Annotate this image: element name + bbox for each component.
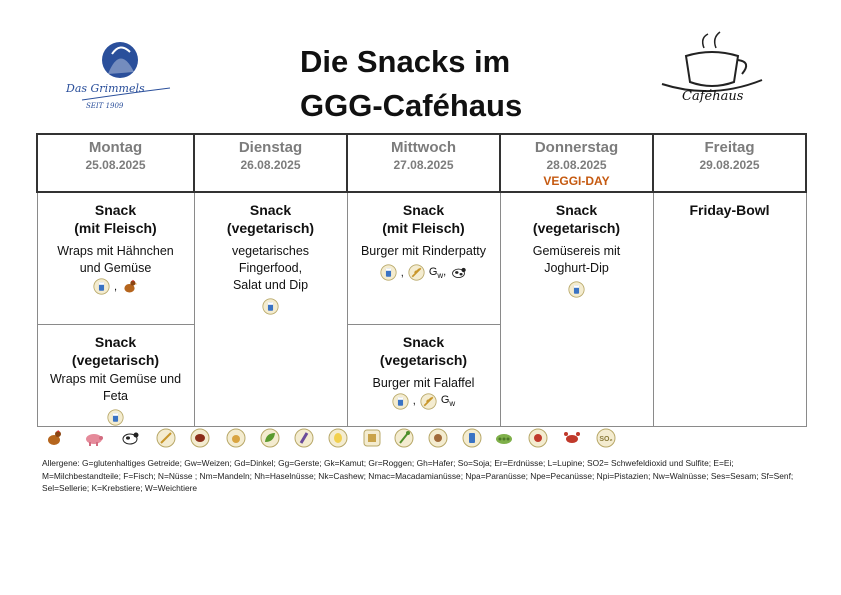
bean-icon xyxy=(494,428,514,448)
wheat-icon xyxy=(156,428,176,448)
day-header-row xyxy=(37,134,806,192)
chicken-icon xyxy=(44,428,64,448)
pig-icon xyxy=(84,428,104,448)
day-header-monday: Montag 25.08.2025 xyxy=(37,134,194,192)
milk-icon xyxy=(568,281,585,298)
logo-left-small: Das Grimmels xyxy=(66,82,145,95)
milk-icon xyxy=(262,298,279,315)
milk-icon xyxy=(392,393,409,410)
day-header-wednesday: Mittwoch 27.08.2025 xyxy=(347,134,500,192)
meal-friday: Friday-Bowl xyxy=(653,192,806,426)
milk-icon xyxy=(462,428,482,448)
fish-icon xyxy=(362,428,382,448)
veggi-day-badge: VEGGI-DAY xyxy=(543,174,610,188)
meal-monday-meat: Snack (mit Fleisch) Wraps mit Hähnchen und Gemüse , xyxy=(37,192,194,324)
chicken-icon xyxy=(121,278,138,295)
day-header-friday: Freitag 29.08.2025 xyxy=(653,134,806,192)
meal-wednesday-veg: Snack (vegetarisch) Burger mit Falaffel , $G_w$ xyxy=(347,324,500,426)
meat-icon xyxy=(190,428,210,448)
title-line-1: Die Snacks im xyxy=(300,44,511,79)
milk-icon xyxy=(380,264,397,281)
cow-icon xyxy=(450,264,467,281)
cow-icon xyxy=(120,428,140,448)
svg-text:SO₂: SO₂ xyxy=(599,436,613,443)
grimmels-logo xyxy=(62,34,174,116)
sausage-icon xyxy=(528,428,548,448)
meal-wednesday-meat: Snack (mit Fleisch) Burger mit Rinderpatty , $G_w$, xyxy=(347,192,500,324)
page-title xyxy=(300,40,522,128)
so2-icon xyxy=(596,428,616,448)
cafehaus-logo xyxy=(656,30,768,104)
meal-tuesday: Snack (vegetarisch) vegetarisches Fingerfood, Salat und Dip xyxy=(194,192,347,426)
onion-icon xyxy=(226,428,246,448)
weekly-menu-table xyxy=(36,133,805,427)
leaf-icon xyxy=(260,428,280,448)
day-header-tuesday: Dienstag 26.08.2025 xyxy=(194,134,347,192)
milk-icon xyxy=(93,278,110,295)
celery-icon xyxy=(394,428,414,448)
wheat-icon xyxy=(408,264,425,281)
svg-text:SEIT 1909: SEIT 1909 xyxy=(86,102,124,110)
title-line-2: GGG-Caféhaus xyxy=(300,88,523,123)
logo-right-text: Caféhaus xyxy=(682,89,744,104)
day-header-thursday: Donnerstag 28.08.2025 VEGGI-DAY xyxy=(500,134,653,192)
legend-icon-strip xyxy=(42,428,622,450)
pepper-icon xyxy=(294,428,314,448)
egg-icon xyxy=(328,428,348,448)
meal-thursday: Snack (vegetarisch) Gemüsereis mit Joghurt-Dip xyxy=(500,192,653,426)
crab-icon xyxy=(562,428,582,448)
meal-monday-veg: Snack (vegetarisch) Wraps mit Gemüse und Feta xyxy=(37,324,194,426)
milk-icon xyxy=(107,409,124,426)
wheat-icon xyxy=(420,393,437,410)
nut-icon xyxy=(428,428,448,448)
allergen-legend: Allergene: G=glutenhaltiges Getreide; Gw=Weizen; Gd=Dinkel; Gg=Gerste; Gk=Kamut; Gr=Roggen; Gh=Hafer; So=Soja; Er=Erdnüsse; L=Lupine; SO2= Schwefeldioxid und Sulfite; E=Ei; M=Milchbestandteile; F=Fisch; N=Nüsse ; Nm=Mandeln; Nh=Haselnüsse; Nk=Cashew; Nmac=Macadamianüsse; Npa=Paranüsse; Npe=Pecanüsse; Npi=Pistazien; Nw=Walnüsse; Ses=Sesam; Sf=Senf; Sel=Sellerie; K=Krebstiere; W=Weichtiere xyxy=(42,458,794,493)
